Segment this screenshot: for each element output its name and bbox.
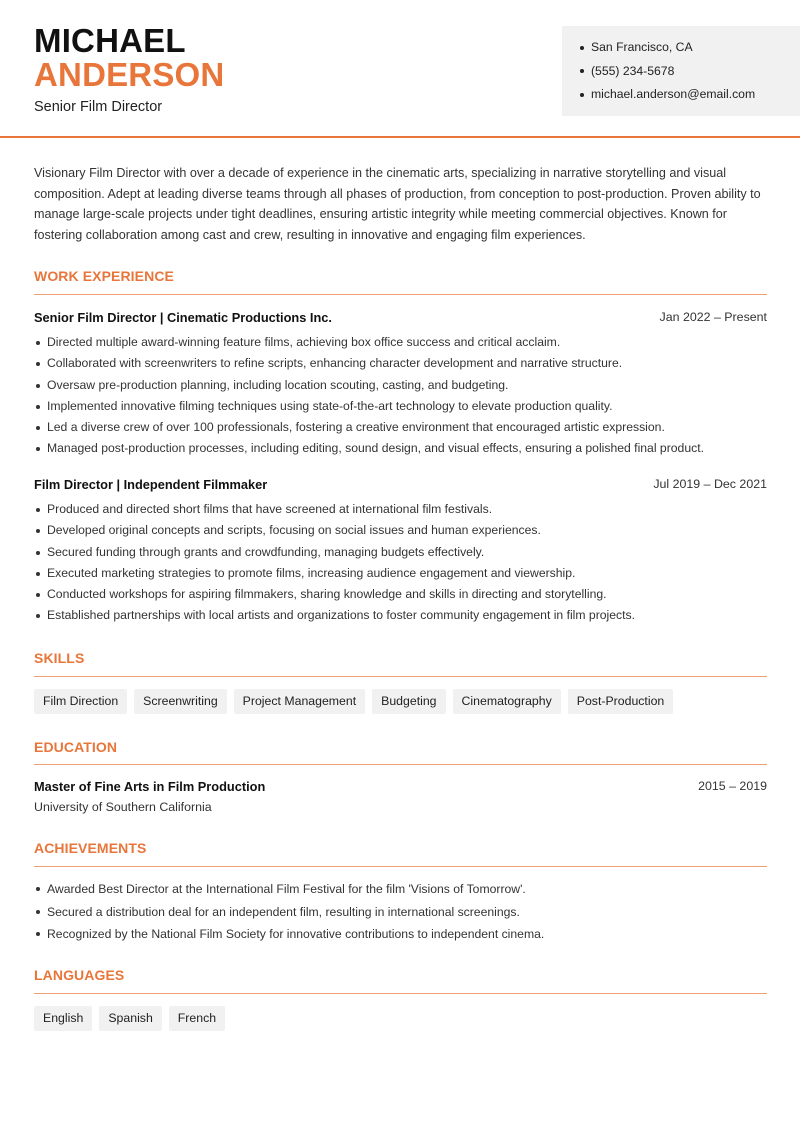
job-bullet: Collaborated with screenwriters to refine scripts, enhancing character development and narrative structure. <box>34 353 774 374</box>
job-title: Senior Film Director <box>34 99 163 115</box>
job-bullet: Oversaw pre-production planning, including location scouting, casting, and budgeting. <box>34 375 774 396</box>
job-role: Film Director | Independent Filmmaker <box>34 477 268 492</box>
phone-text: (555) 234-5678 <box>591 63 675 78</box>
language-chip: Spanish <box>99 1006 161 1031</box>
contact-box <box>562 26 800 116</box>
school: University of Southern California <box>34 800 212 814</box>
job-bullet: Developed original concepts and scripts, focusing on social issues and human experiences. <box>34 520 774 541</box>
job-header <box>34 477 767 492</box>
first-name: MICHAEL <box>34 22 186 59</box>
skill-chip: Cinematography <box>453 689 561 714</box>
bullet-icon <box>580 69 584 73</box>
contact-phone <box>580 60 800 84</box>
job-bullet: Established partnerships with local artists and organizations to foster community engagement in film projects. <box>34 605 774 626</box>
achievement-item: Recognized by the National Film Society for innovative contributions to independent cinema. <box>34 923 774 946</box>
skill-chip: Project Management <box>234 689 365 714</box>
achievement-bullets <box>34 878 774 946</box>
email-text: michael.anderson@email.com <box>591 87 756 101</box>
professional-summary: Visionary Film Director with over a decade of experience in the cinematic arts, specializing in narrative storytelling and visual composition. Adept at leading diverse teams through all phases of production, from conception to post-production. Proven ability to manage large-scale projects under tight deadlines, ensuring artistic integrity while meeting commercial objectives. Known for fostering collaboration among cast and crew, resulting in innovative and engaging film experiences. <box>34 166 761 243</box>
skills-list <box>34 689 673 714</box>
location-text: San Francisco, CA <box>591 40 693 54</box>
section-title-education: EDUCATION <box>34 739 118 755</box>
section-divider <box>34 764 767 765</box>
education-years: 2015 – 2019 <box>698 779 767 793</box>
section-divider <box>34 294 767 295</box>
language-chip: English <box>34 1006 92 1031</box>
bullet-icon <box>580 46 584 50</box>
skill-chip: Budgeting <box>372 689 445 714</box>
skill-chip: Post-Production <box>568 689 674 714</box>
job-role: Senior Film Director | Cinematic Productions Inc. <box>34 310 332 325</box>
job-bullet: Secured funding through grants and crowdfunding, managing budgets effectively. <box>34 542 774 563</box>
section-title-achievements: ACHIEVEMENTS <box>34 840 147 856</box>
section-title-work-experience: WORK EXPERIENCE <box>34 268 174 284</box>
job-bullet: Directed multiple award-winning feature films, achieving box office success and critical acclaim. <box>34 332 774 353</box>
section-title-languages: LANGUAGES <box>34 967 125 983</box>
skill-chip: Film Direction <box>34 689 127 714</box>
job-bullet: Implemented innovative filming techniques using state-of-the-art technology to elevate production quality. <box>34 396 774 417</box>
job-header <box>34 310 767 325</box>
section-divider <box>34 676 767 677</box>
job-dates: Jan 2022 – Present <box>659 310 767 324</box>
contact-email <box>580 83 800 107</box>
job-bullet: Produced and directed short films that have screened at international film festivals. <box>34 499 774 520</box>
job-bullets <box>34 332 774 460</box>
resume-header <box>0 0 800 138</box>
languages-list <box>34 1006 225 1031</box>
job-bullet: Conducted workshops for aspiring filmmakers, sharing knowledge and skills in directing and storytelling. <box>34 584 774 605</box>
section-divider <box>34 993 767 994</box>
language-chip: French <box>169 1006 225 1031</box>
job-bullet: Managed post-production processes, including editing, sound design, and visual effects, ensuring a polished final product. <box>34 438 774 459</box>
last-name: ANDERSON <box>34 56 225 93</box>
contact-location <box>580 36 800 60</box>
section-title-skills: SKILLS <box>34 650 85 666</box>
bullet-icon <box>580 93 584 97</box>
job-bullets <box>34 499 774 627</box>
skill-chip: Screenwriting <box>134 689 227 714</box>
education-header <box>34 779 767 794</box>
job-bullet: Led a diverse crew of over 100 professionals, fostering a creative environment that encouraged artistic expression. <box>34 417 774 438</box>
job-dates: Jul 2019 – Dec 2021 <box>653 477 767 491</box>
achievement-item: Secured a distribution deal for an independent film, resulting in international screenings. <box>34 901 774 924</box>
achievement-item: Awarded Best Director at the International Film Festival for the film 'Visions of Tomorrow'. <box>34 878 774 901</box>
degree: Master of Fine Arts in Film Production <box>34 779 266 794</box>
section-divider <box>34 866 767 867</box>
job-bullet: Executed marketing strategies to promote films, increasing audience engagement and viewership. <box>34 563 774 584</box>
